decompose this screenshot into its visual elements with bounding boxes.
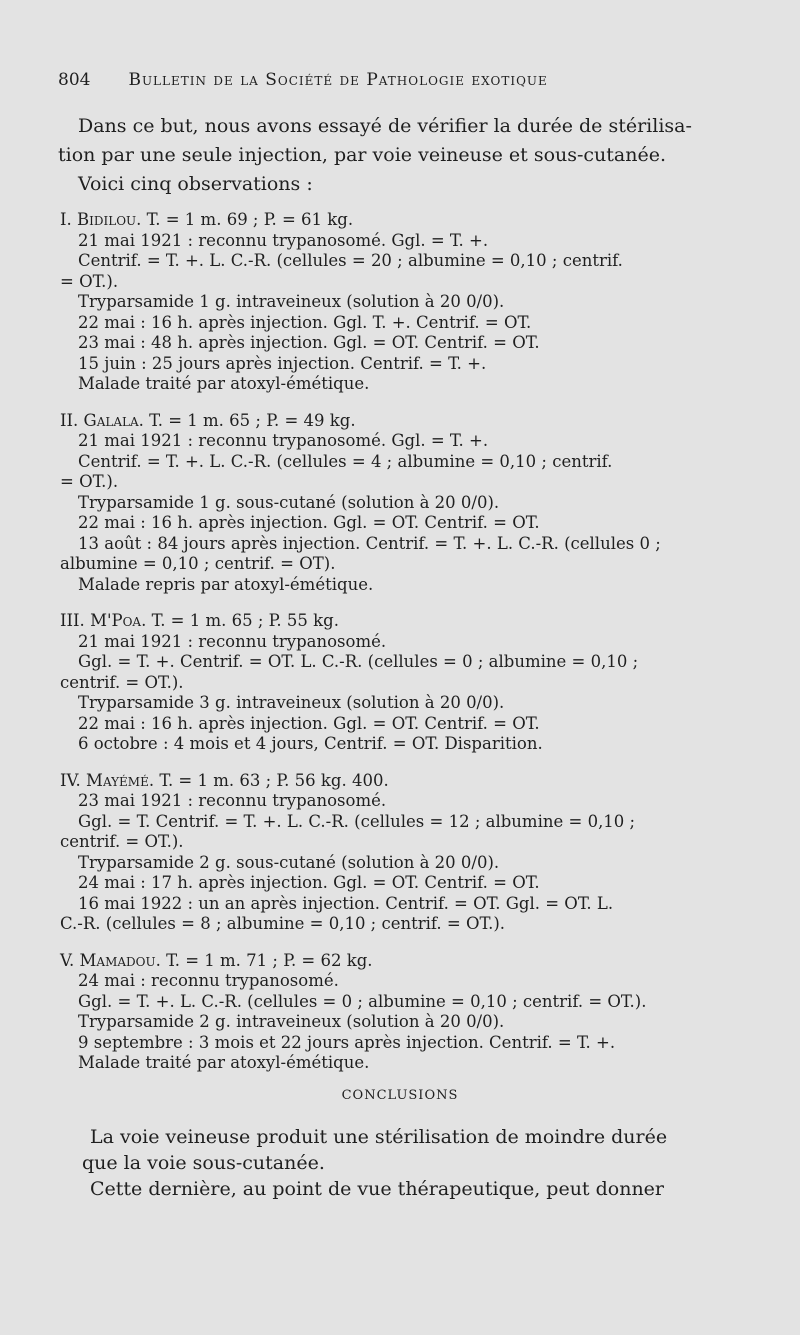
observation-line: 21 mai 1921 : reconnu trypanosomé. xyxy=(78,631,387,651)
observation-line: 15 juin : 25 jours après injection. Centrif. = T. +. xyxy=(78,353,487,373)
observation-heading xyxy=(60,611,710,632)
observation-heading xyxy=(60,210,710,231)
observation-3 xyxy=(60,611,710,755)
patient-name: M'Poa. xyxy=(90,611,147,630)
observation-line: Ggl. = T. +. L. C.-R. (cellules = 0 ; albumine = 0,10 ; centrif. = OT.). xyxy=(78,991,647,1011)
observation-4 xyxy=(60,771,710,935)
observation-line: = OT.). xyxy=(60,472,119,491)
observation-numeral: II. xyxy=(60,410,79,430)
observation-numeral: V. xyxy=(60,950,75,970)
observation-5 xyxy=(60,951,710,1074)
observation-line: 23 mai 1921 : reconnu trypanosomé. xyxy=(78,791,387,810)
observation-1 xyxy=(60,210,710,395)
observation-line: Tryparsamide 2 g. sous-cutané (solution à 20 0/0). xyxy=(78,852,500,872)
observation-line: 22 mai : 16 h. après injection. Ggl. T. +. Centrif. = OT. xyxy=(78,312,532,332)
observation-line: Tryparsamide 1 g. intraveineux (solution à 20 0/0). xyxy=(78,292,505,311)
patient-name: Mamadou. xyxy=(79,950,161,970)
page-number: 804 xyxy=(58,70,91,90)
patient-stats: T. = 1 m. 65 ; P. = 49 kg. xyxy=(149,410,356,430)
observation-line: 23 mai : 48 h. après injection. Ggl. = OT. Centrif. = OT. xyxy=(78,333,540,352)
observation-line: 21 mai 1921 : reconnu trypanosomé. Ggl. = T. +. xyxy=(78,230,489,250)
observation-line: 24 mai : 17 h. après injection. Ggl. = OT. Centrif. = OT. xyxy=(78,873,540,892)
observation-line: Centrif. = T. +. L. C.-R. (cellules = 20 ; albumine = 0,10 ; centrif. xyxy=(78,251,623,270)
intro-line-3: Voici cinq observations : xyxy=(78,173,313,195)
observation-2 xyxy=(60,411,710,596)
observation-line: 21 mai 1921 : reconnu trypanosomé. Ggl. = T. +. xyxy=(78,431,489,450)
observation-line: Ggl. = T. Centrif. = T. +. L. C.-R. (cellules = 12 ; albumine = 0,10 ; xyxy=(78,811,636,831)
patient-name: Galala. xyxy=(83,410,144,430)
observation-line: Malade repris par atoxyl-émétique. xyxy=(78,574,374,594)
observation-line: centrif. = OT.). xyxy=(60,832,184,851)
intro-text xyxy=(58,112,698,199)
intro-line-2: tion par une seule injection, par voie veineuse et sous-cutanée. xyxy=(58,144,667,166)
observation-line: 24 mai : reconnu trypanosomé. xyxy=(78,971,339,990)
conclusion-line-1: La voie veineuse produit une stérilisation de moindre durée xyxy=(90,1126,668,1148)
observation-line: 22 mai : 16 h. après injection. Ggl. = OT. Centrif. = OT. xyxy=(78,513,540,532)
intro-line-1: Dans ce but, nous avons essayé de vérifier la durée de stérilisa- xyxy=(78,115,692,137)
observation-line: centrif. = OT.). xyxy=(60,672,184,692)
observation-line: Tryparsamide 3 g. intraveineux (solution à 20 0/0). xyxy=(78,693,505,712)
patient-stats: T. = 1 m. 71 ; P. = 62 kg. xyxy=(166,950,373,970)
observation-line: Malade traité par atoxyl-émétique. xyxy=(78,374,370,393)
conclusions-text xyxy=(82,1124,710,1202)
observation-line: 9 septembre : 3 mois et 22 jours après injection. Centrif. = T. +. xyxy=(78,1032,616,1052)
observation-numeral: I. xyxy=(60,210,72,229)
observation-line: albumine = 0,10 ; centrif. = OT). xyxy=(60,554,336,573)
observation-line: 16 mai 1922 : un an après injection. Centrif. = OT. Ggl. = OT. L. xyxy=(78,893,614,913)
observation-line: 6 octobre : 4 mois et 4 jours, Centrif. = OT. Disparition. xyxy=(78,734,543,753)
observation-heading xyxy=(60,411,710,432)
conclusions-heading: CONCLUSIONS xyxy=(341,1088,459,1103)
observation-line: = OT.). xyxy=(60,271,119,291)
observation-heading xyxy=(60,771,710,792)
patient-stats: T. = 1 m. 63 ; P. 56 kg. 400. xyxy=(159,770,389,790)
conclusion-line-3: Cette dernière, au point de vue thérapeutique, peut donner xyxy=(90,1178,665,1200)
conclusion-line-2: que la voie sous-cutanée. xyxy=(82,1152,325,1174)
observation-line: Tryparsamide 2 g. intraveineux (solution à 20 0/0). xyxy=(78,1012,505,1031)
observation-heading xyxy=(60,951,710,972)
running-header xyxy=(58,70,710,90)
patient-name: Mayémé. xyxy=(86,770,155,790)
observation-line: Tryparsamide 1 g. sous-cutané (solution à 20 0/0). xyxy=(78,492,500,512)
observation-line: 13 août : 84 jours après injection. Centrif. = T. +. L. C.-R. (cellules 0 ; xyxy=(78,533,661,553)
observation-line: Ggl. = T. +. Centrif. = OT. L. C.-R. (cellules = 0 ; albumine = 0,10 ; xyxy=(78,652,639,671)
patient-stats: T. = 1 m. 69 ; P. = 61 kg. xyxy=(146,210,354,229)
observation-line: Malade traité par atoxyl-émétique. xyxy=(78,1053,370,1072)
observations-list xyxy=(60,210,710,1090)
observation-line: 22 mai : 16 h. après injection. Ggl. = OT. Centrif. = OT. xyxy=(78,713,540,733)
observation-numeral: III. xyxy=(60,611,85,630)
running-title: Bulletin de la Société de Pathologie exotique xyxy=(128,70,548,90)
patient-name: Bidilou. xyxy=(77,210,142,229)
observation-numeral: IV. xyxy=(60,770,81,790)
observation-line: Centrif. = T. +. L. C.-R. (cellules = 4 ; albumine = 0,10 ; centrif. xyxy=(78,451,613,471)
patient-stats: T. = 1 m. 65 ; P. 55 kg. xyxy=(151,611,339,630)
observation-line: C.-R. (cellules = 8 ; albumine = 0,10 ; centrif. = OT.). xyxy=(60,914,506,933)
